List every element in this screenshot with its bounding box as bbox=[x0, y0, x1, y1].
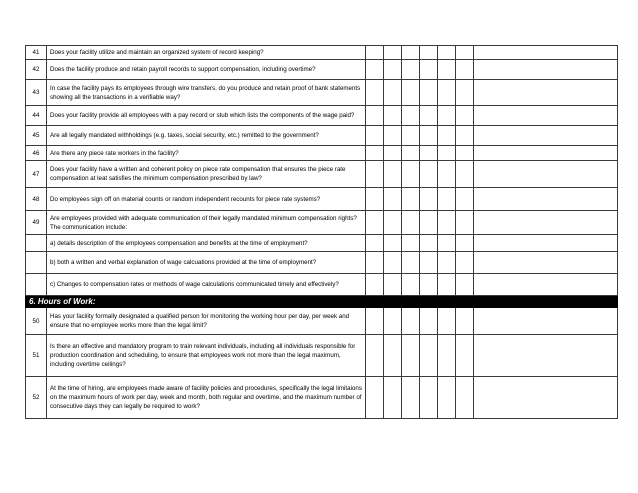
answer-cell[interactable] bbox=[438, 235, 456, 252]
comment-cell[interactable] bbox=[474, 106, 618, 126]
answer-cell[interactable] bbox=[438, 335, 456, 377]
answer-cell[interactable] bbox=[456, 308, 474, 335]
answer-cell[interactable] bbox=[420, 161, 438, 188]
question-number: 42 bbox=[26, 60, 47, 80]
answer-cell[interactable] bbox=[366, 146, 384, 161]
answer-cell[interactable] bbox=[456, 377, 474, 419]
question-number bbox=[26, 274, 47, 296]
answer-cell[interactable] bbox=[384, 377, 402, 419]
question-number bbox=[26, 252, 47, 274]
answer-cell[interactable] bbox=[402, 146, 420, 161]
table-row bbox=[26, 377, 618, 419]
comment-cell[interactable] bbox=[474, 377, 618, 419]
answer-cell[interactable] bbox=[456, 188, 474, 211]
answer-cell[interactable] bbox=[384, 188, 402, 211]
table-row bbox=[26, 235, 618, 252]
answer-cell[interactable] bbox=[366, 60, 384, 80]
comment-cell[interactable] bbox=[474, 252, 618, 274]
answer-cell[interactable] bbox=[456, 161, 474, 188]
comment-cell[interactable] bbox=[474, 235, 618, 252]
question-text: Does the facility produce and retain payroll records to support compensation, including overtime? bbox=[47, 60, 366, 80]
question-number: 52 bbox=[26, 377, 47, 419]
answer-cell[interactable] bbox=[438, 46, 456, 60]
question-text: Are there any piece rate workers in the facility? bbox=[47, 146, 366, 161]
answer-cell[interactable] bbox=[366, 335, 384, 377]
question-number: 46 bbox=[26, 146, 47, 161]
table-row bbox=[26, 146, 618, 161]
answer-cell[interactable] bbox=[366, 252, 384, 274]
question-text: Are employees provided with adequate communication of their legally mandated minimum compensation rights? The communication include: bbox=[47, 211, 366, 235]
answer-cell[interactable] bbox=[456, 235, 474, 252]
answer-cell[interactable] bbox=[366, 188, 384, 211]
question-text: Does your facility provide all employees with a pay record or stub which lists the components of the wage paid? bbox=[47, 106, 366, 126]
answer-cell[interactable] bbox=[420, 308, 438, 335]
answer-cell[interactable] bbox=[456, 80, 474, 106]
question-number: 45 bbox=[26, 126, 47, 146]
answer-cell[interactable] bbox=[420, 235, 438, 252]
comment-cell[interactable] bbox=[474, 188, 618, 211]
comment-cell[interactable] bbox=[474, 60, 618, 80]
question-text: Do employees sign off on material counts or random independent recounts for piece rate systems? bbox=[47, 188, 366, 211]
answer-cell[interactable] bbox=[456, 60, 474, 80]
answer-cell[interactable] bbox=[456, 335, 474, 377]
comment-cell[interactable] bbox=[474, 46, 618, 60]
question-number: 49 bbox=[26, 211, 47, 235]
answer-cell[interactable] bbox=[402, 126, 420, 146]
answer-cell[interactable] bbox=[402, 106, 420, 126]
answer-cell[interactable] bbox=[366, 211, 384, 235]
answer-cell[interactable] bbox=[384, 46, 402, 60]
answer-cell[interactable] bbox=[384, 146, 402, 161]
question-number: 43 bbox=[26, 80, 47, 106]
question-text: In case the facility pays its employees through wire transfers, do you produce and retain proof of bank statements showing all the transactions in a verifiable way? bbox=[47, 80, 366, 106]
answer-cell[interactable] bbox=[366, 126, 384, 146]
answer-cell[interactable] bbox=[384, 308, 402, 335]
comment-cell[interactable] bbox=[474, 274, 618, 296]
answer-cell[interactable] bbox=[420, 46, 438, 60]
question-number: 50 bbox=[26, 308, 47, 335]
answer-cell[interactable] bbox=[366, 80, 384, 106]
answer-cell[interactable] bbox=[420, 335, 438, 377]
table-row bbox=[26, 211, 618, 235]
answer-cell[interactable] bbox=[438, 126, 456, 146]
question-text: a) details description of the employees compensation and benefits at the time of employment? bbox=[47, 235, 366, 252]
answer-cell[interactable] bbox=[384, 80, 402, 106]
answer-cell[interactable] bbox=[384, 126, 402, 146]
answer-cell[interactable] bbox=[420, 377, 438, 419]
answer-cell[interactable] bbox=[384, 235, 402, 252]
answer-cell[interactable] bbox=[402, 188, 420, 211]
answer-cell[interactable] bbox=[366, 46, 384, 60]
answer-cell[interactable] bbox=[420, 106, 438, 126]
question-number: 47 bbox=[26, 161, 47, 188]
comment-cell[interactable] bbox=[474, 126, 618, 146]
section-header bbox=[26, 296, 618, 308]
comment-cell[interactable] bbox=[474, 308, 618, 335]
answer-cell[interactable] bbox=[366, 235, 384, 252]
audit-checklist-table bbox=[25, 45, 618, 419]
answer-cell[interactable] bbox=[456, 211, 474, 235]
answer-cell[interactable] bbox=[438, 146, 456, 161]
answer-cell[interactable] bbox=[438, 188, 456, 211]
table-row bbox=[26, 106, 618, 126]
answer-cell[interactable] bbox=[402, 252, 420, 274]
question-text: c) Changes to compensation rates or methods of wage calculations communicated timely and effectively? bbox=[47, 274, 366, 296]
question-text: Are all legally mandated withholdings (e.g. taxes, social security, etc.) remitted to the government? bbox=[47, 126, 366, 146]
answer-cell[interactable] bbox=[420, 188, 438, 211]
answer-cell[interactable] bbox=[366, 377, 384, 419]
answer-cell[interactable] bbox=[384, 161, 402, 188]
answer-cell[interactable] bbox=[402, 335, 420, 377]
answer-cell[interactable] bbox=[420, 126, 438, 146]
answer-cell[interactable] bbox=[456, 274, 474, 296]
answer-cell[interactable] bbox=[366, 308, 384, 335]
answer-cell[interactable] bbox=[456, 146, 474, 161]
comment-cell[interactable] bbox=[474, 335, 618, 377]
table-row bbox=[26, 161, 618, 188]
comment-cell[interactable] bbox=[474, 146, 618, 161]
section-title: 6. Hours of Work: bbox=[26, 296, 618, 308]
answer-cell[interactable] bbox=[384, 252, 402, 274]
answer-cell[interactable] bbox=[402, 46, 420, 60]
answer-cell[interactable] bbox=[402, 308, 420, 335]
answer-cell[interactable] bbox=[366, 274, 384, 296]
answer-cell[interactable] bbox=[438, 60, 456, 80]
table-row bbox=[26, 46, 618, 60]
answer-cell[interactable] bbox=[456, 106, 474, 126]
answer-cell[interactable] bbox=[438, 377, 456, 419]
question-text: Has your facility formally designated a qualified person for monitoring the working hour per day, per week and ensure that no employee works more than the legal limit? bbox=[47, 308, 366, 335]
table-row bbox=[26, 252, 618, 274]
answer-cell[interactable] bbox=[420, 211, 438, 235]
answer-cell[interactable] bbox=[420, 80, 438, 106]
table-row bbox=[26, 188, 618, 211]
answer-cell[interactable] bbox=[438, 106, 456, 126]
question-number: 48 bbox=[26, 188, 47, 211]
answer-cell[interactable] bbox=[438, 80, 456, 106]
question-text: Does your facility utilize and maintain an organized system of record keeping? bbox=[47, 46, 366, 60]
table-row bbox=[26, 335, 618, 377]
answer-cell[interactable] bbox=[438, 161, 456, 188]
question-text: b) both a written and verbal explanation of wage calcuations provided at the time of employment? bbox=[47, 252, 366, 274]
table-row bbox=[26, 308, 618, 335]
answer-cell[interactable] bbox=[402, 235, 420, 252]
question-text: Does your facility have a written and coherent policy on piece rate compensation that ensures the piece rate compensation at leat satisfies the minimum compensation prescribed by law? bbox=[47, 161, 366, 188]
answer-cell[interactable] bbox=[402, 274, 420, 296]
answer-cell[interactable] bbox=[456, 126, 474, 146]
question-number: 41 bbox=[26, 46, 47, 60]
answer-cell[interactable] bbox=[402, 80, 420, 106]
answer-cell[interactable] bbox=[402, 60, 420, 80]
answer-cell[interactable] bbox=[402, 161, 420, 188]
question-number: 51 bbox=[26, 335, 47, 377]
answer-cell[interactable] bbox=[384, 274, 402, 296]
answer-cell[interactable] bbox=[438, 274, 456, 296]
answer-cell[interactable] bbox=[402, 211, 420, 235]
answer-cell[interactable] bbox=[456, 46, 474, 60]
comment-cell[interactable] bbox=[474, 80, 618, 106]
answer-cell[interactable] bbox=[366, 106, 384, 126]
table-body bbox=[26, 46, 618, 419]
answer-cell[interactable] bbox=[366, 161, 384, 188]
answer-cell[interactable] bbox=[456, 252, 474, 274]
answer-cell[interactable] bbox=[384, 60, 402, 80]
answer-cell[interactable] bbox=[420, 60, 438, 80]
answer-cell[interactable] bbox=[420, 252, 438, 274]
answer-cell[interactable] bbox=[420, 274, 438, 296]
answer-cell[interactable] bbox=[438, 308, 456, 335]
table-row bbox=[26, 80, 618, 106]
answer-cell[interactable] bbox=[420, 146, 438, 161]
answer-cell[interactable] bbox=[438, 211, 456, 235]
answer-cell[interactable] bbox=[384, 211, 402, 235]
question-text: Is there an effective and mandatory program to train relevant individuals, including all individuals responsible for production coordination and scheduling, to ensure that employees work not more than the legal maximum, including overtime ceilings? bbox=[47, 335, 366, 377]
answer-cell[interactable] bbox=[384, 106, 402, 126]
answer-cell[interactable] bbox=[384, 335, 402, 377]
answer-cell[interactable] bbox=[438, 252, 456, 274]
table-row bbox=[26, 60, 618, 80]
table-row bbox=[26, 274, 618, 296]
question-number: 44 bbox=[26, 106, 47, 126]
comment-cell[interactable] bbox=[474, 211, 618, 235]
comment-cell[interactable] bbox=[474, 161, 618, 188]
table-row bbox=[26, 126, 618, 146]
answer-cell[interactable] bbox=[402, 377, 420, 419]
question-number bbox=[26, 235, 47, 252]
question-text: At the time of hiring, are employees made aware of facility policies and procedures, specifically the legal limitaions on the maximum hours of work per day, week and month, both regular and overtime, and the maximum number of consecutive days they can legally be required to work? bbox=[47, 377, 366, 419]
